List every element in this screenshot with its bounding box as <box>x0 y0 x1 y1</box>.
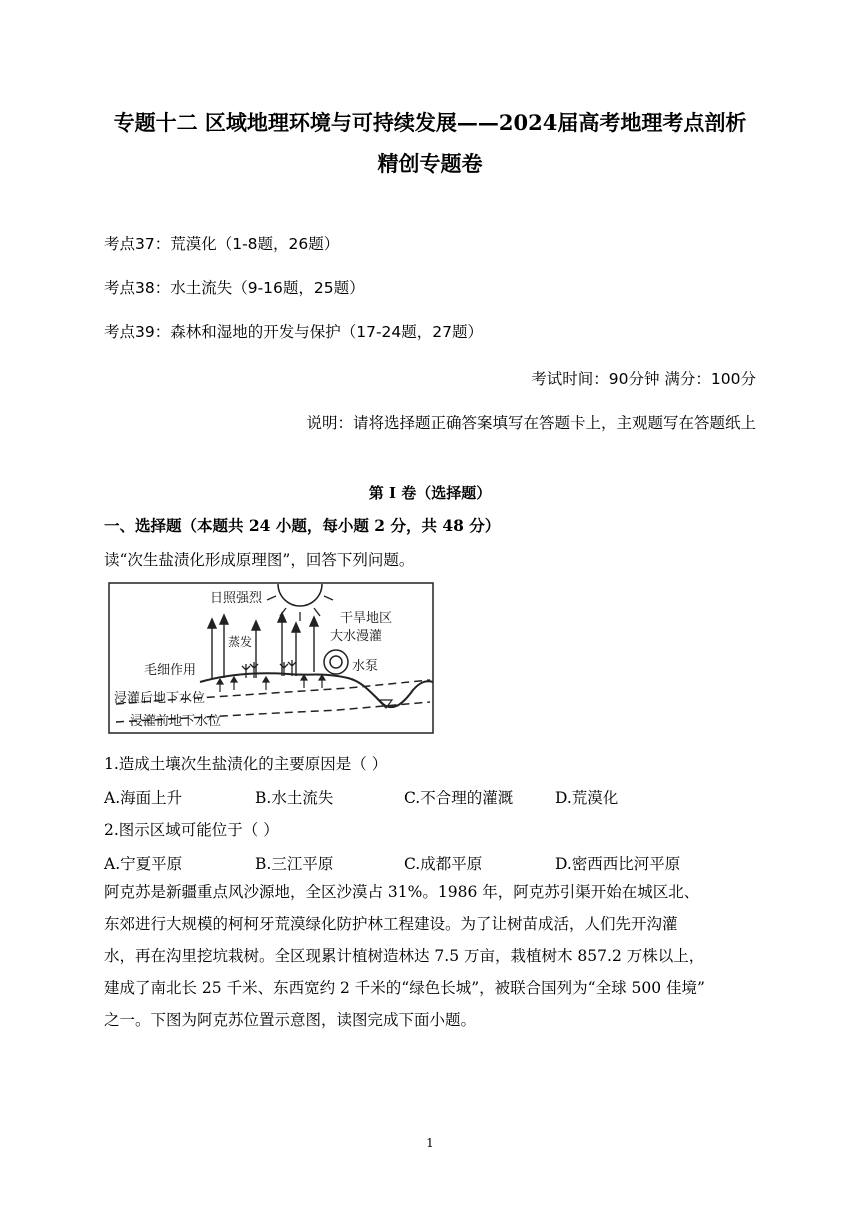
question-2-option-a[interactable]: A.宁夏平原 <box>104 855 183 873</box>
question-1-option-b[interactable]: B.水土流失 <box>255 789 334 807</box>
kaodian-38: 考点38：水土流失（9-16题，25题） <box>104 279 365 297</box>
passage-line: 建成了南北长 25 千米、东西宽约 2 千米的“绿色长城”，被联合国列为“全球 500 佳境” <box>104 979 705 997</box>
passage-line: 水，再在沟里挖坑栽树。全区现累计植树造林达 7.5 万亩，栽植树木 857.2 万株以上， <box>104 947 705 965</box>
passage-line: 东郊进行大规模的柯柯牙荒漠绿化防护林工程建设。为了让树苗成活，人们先开沟灌 <box>104 915 678 933</box>
page-title-line1: 专题十二 区域地理环境与可持续发展——2024届高考地理考点剖析 <box>113 110 747 135</box>
page-title-line2: 精创专题卷 <box>377 151 483 176</box>
water-pump-icon <box>324 650 348 674</box>
label-arid-region: 干旱地区 <box>340 611 393 626</box>
question-2-option-d[interactable]: D.密西西比河平原 <box>555 855 681 873</box>
kaodian-39: 考点39：森林和湿地的开发与保护（17-24题，27题） <box>104 323 483 341</box>
question-1-option-a[interactable]: A.海面上升 <box>104 789 183 807</box>
page-number: 1 <box>426 1136 434 1150</box>
label-sun: 日照强烈 <box>210 591 263 606</box>
question-2-stem: 2.图示区域可能位于（ ） <box>104 821 279 839</box>
passage-line: 阿克苏是新疆重点风沙源地，全区沙漠占 31%。1986 年，阿克苏引渠开始在城区北、 <box>104 883 700 901</box>
label-evaporation: 蒸发 <box>228 635 253 649</box>
salinization-diagram <box>108 582 434 734</box>
exam-time-score: 考试时间：90分钟 满分：100分 <box>531 370 756 388</box>
question-2-option-b[interactable]: B.三江平原 <box>255 855 334 873</box>
question-2-option-c[interactable]: C.成都平原 <box>404 855 483 873</box>
label-before-irrigation: 浸灌前地下水位 <box>130 714 222 729</box>
kaodian-37: 考点37：荒漠化（1-8题，26题） <box>104 235 340 253</box>
label-capillary: 毛细作用 <box>144 663 197 678</box>
question-1-option-c[interactable]: C.不合理的灌溉 <box>404 789 514 807</box>
section-heading: 一、选择题（本题共 24 小题，每小题 2 分，共 48 分） <box>104 516 501 535</box>
diagram-frame <box>109 583 433 733</box>
passage-aksu <box>104 876 757 1036</box>
label-flood-irrigation: 大水漫灌 <box>330 629 383 644</box>
question-1-option-d[interactable]: D.荒漠化 <box>555 789 619 807</box>
salinization-diagram-svg <box>108 582 434 734</box>
label-after-irrigation: 浸灌后地下水位 <box>114 691 206 706</box>
part1-heading: 第 I 卷（选择题） <box>368 484 492 502</box>
label-pump: 水泵 <box>352 659 379 674</box>
intro-text: 读“次生盐渍化形成原理图”，回答下列问题。 <box>104 551 415 569</box>
exam-note: 说明：请将选择题正确答案填写在答题卡上，主观题写在答题纸上 <box>306 414 756 432</box>
question-1-stem: 1.造成土壤次生盐渍化的主要原因是（ ） <box>104 755 388 773</box>
passage-line: 之一。下图为阿克苏位置示意图，读图完成下面小题。 <box>104 1011 477 1029</box>
